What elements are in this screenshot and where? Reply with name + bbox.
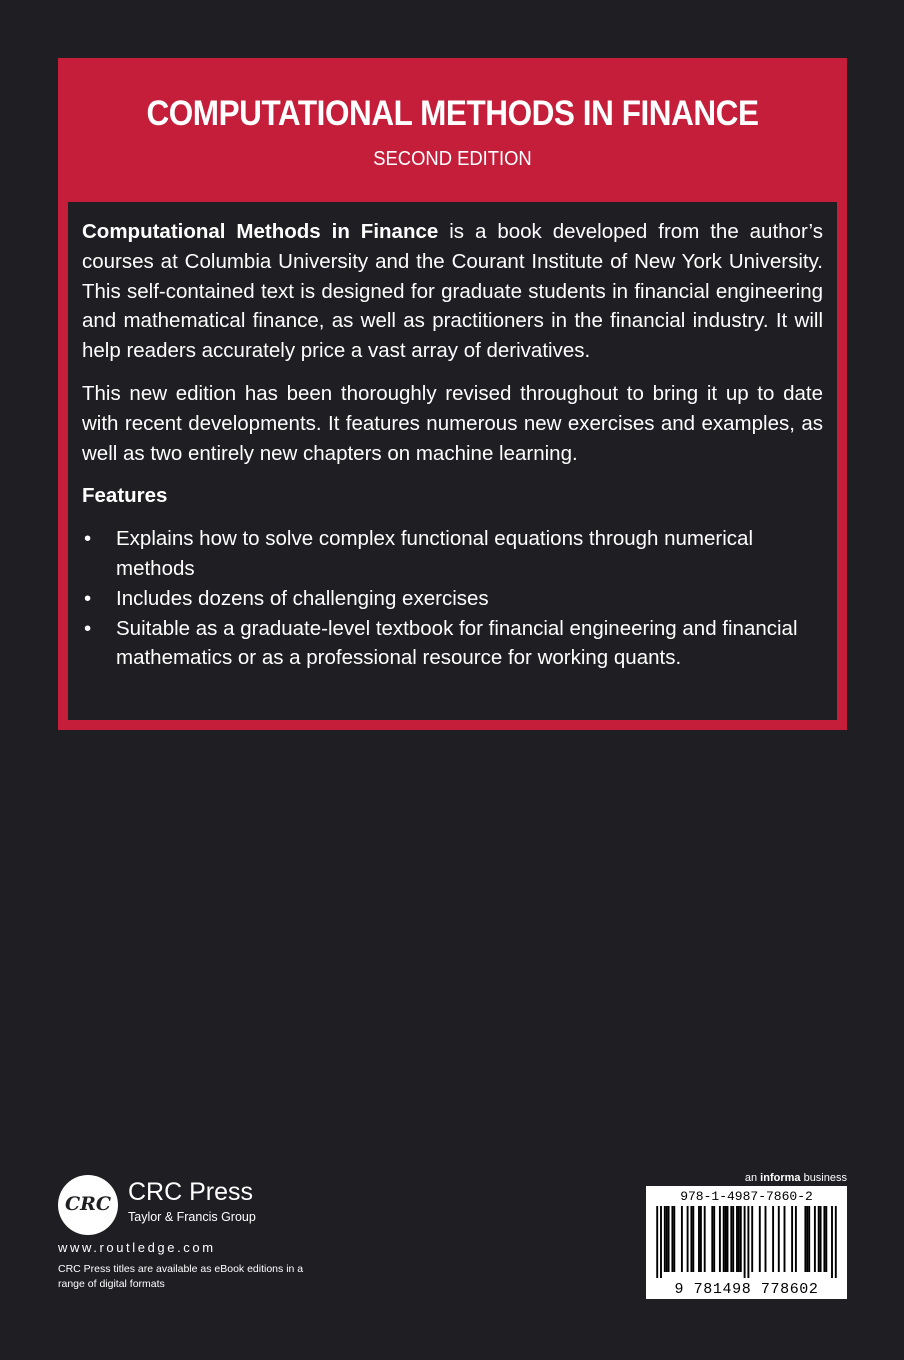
- barcode-bar: [668, 1206, 670, 1272]
- crc-logo-icon: [58, 1175, 118, 1235]
- features-list: [82, 524, 823, 673]
- barcode-bar: [690, 1206, 692, 1272]
- barcode-guard-bar: [744, 1206, 746, 1278]
- barcode-guard-bar: [656, 1206, 658, 1278]
- barcode-bar: [700, 1206, 702, 1272]
- features-heading: Features: [82, 484, 168, 508]
- feature-item: [82, 584, 823, 614]
- barcode-bar: [806, 1206, 808, 1272]
- publisher-website: www.routledge.com: [58, 1240, 216, 1255]
- barcode-bar: [725, 1206, 727, 1272]
- barcode-bar: [795, 1206, 797, 1272]
- barcode-bar: [671, 1206, 673, 1272]
- barcode-bar: [730, 1206, 732, 1272]
- description-box: [68, 202, 837, 720]
- barcode-bar: [823, 1206, 825, 1272]
- barcode-bar: [711, 1206, 713, 1272]
- barcode-bar: [820, 1206, 822, 1272]
- feature-item: [82, 524, 823, 584]
- barcode-bar: [814, 1206, 816, 1272]
- feature-text: Includes dozens of challenging exercises: [116, 586, 489, 610]
- intro-bold-title: Computational Methods in Finance: [82, 220, 439, 243]
- barcode-bar: [791, 1206, 793, 1272]
- book-title: COMPUTATIONAL METHODS IN FINANCE: [146, 94, 759, 133]
- publisher-group: Taylor & Francis Group: [128, 1210, 256, 1224]
- barcode-bars: [656, 1206, 837, 1278]
- barcode-bar: [804, 1206, 806, 1272]
- barcode-digits: 9 781498 778602: [674, 1281, 819, 1298]
- barcode-bar: [713, 1206, 715, 1272]
- barcode-bar: [736, 1206, 738, 1272]
- barcode-bar: [732, 1206, 734, 1272]
- barcode-bar: [759, 1206, 761, 1272]
- barcode-guard-bar: [831, 1206, 833, 1278]
- barcode-bar: [704, 1206, 706, 1272]
- bullet-icon: •: [84, 586, 92, 610]
- barcode-bar: [727, 1206, 729, 1272]
- feature-text: Suitable as a graduate-level textbook for financial engineering and financial mathematics or as a professional resource for working quants.: [116, 616, 798, 670]
- publisher-name: CRC Press: [128, 1178, 254, 1206]
- intro-paragraph: [82, 217, 823, 366]
- barcode-bar: [784, 1206, 786, 1272]
- barcode-bar: [719, 1206, 721, 1272]
- barcode-bar: [765, 1206, 767, 1272]
- isbn-number: 978-1-4987-7860-2: [680, 1189, 813, 1204]
- barcode-bar: [778, 1206, 780, 1272]
- feature-text: Explains how to solve complex functional equations through numerical methods: [116, 527, 754, 580]
- barcode-bar: [723, 1206, 725, 1272]
- barcode-bar: [664, 1206, 666, 1272]
- edition-paragraph: This new edition has been thoroughly revised throughout to bring it up to date with recent developments. It features numerous new exercises and examples, as well as two entirely new chapters on machine learning.: [82, 381, 823, 465]
- barcode-bar: [698, 1206, 700, 1272]
- barcode-guard-bar: [660, 1206, 662, 1278]
- barcode-bar: [738, 1206, 740, 1272]
- barcode-guard-bar: [835, 1206, 837, 1278]
- barcode-bar: [818, 1206, 820, 1272]
- bullet-icon: •: [84, 616, 92, 640]
- bullet-icon: •: [84, 527, 92, 551]
- barcode-bar: [666, 1206, 668, 1272]
- barcode-bar: [808, 1206, 810, 1272]
- barcode-bar: [692, 1206, 694, 1272]
- barcode-bar: [687, 1206, 689, 1272]
- barcode-bar: [740, 1206, 742, 1272]
- barcode-bar: [681, 1206, 683, 1272]
- barcode-bar: [751, 1206, 753, 1272]
- isbn-barcode: [646, 1186, 847, 1299]
- title-panel: [58, 58, 847, 730]
- feature-item: [82, 614, 823, 674]
- ebook-note: CRC Press titles are available as eBook editions in a range of digital formats: [58, 1263, 304, 1290]
- barcode-bar: [673, 1206, 675, 1272]
- intro-text: is a book developed from the author’s courses at Columbia University and the Courant Institute of New York University. This self-contained text is designed for graduate students in financial engineering and mathematical finance, as well as practitioners in the financial industry. It will help readers accurately price a vast array of derivatives.: [82, 220, 823, 363]
- barcode-guard-bar: [747, 1206, 749, 1278]
- barcode-bar: [772, 1206, 774, 1272]
- informa-tagline: an informa business: [744, 1172, 847, 1184]
- edition-label: SECOND EDITION: [373, 148, 532, 170]
- publisher-block: [58, 1172, 318, 1302]
- barcode-bar: [825, 1206, 827, 1272]
- crc-logo-text: CRC: [64, 1193, 112, 1215]
